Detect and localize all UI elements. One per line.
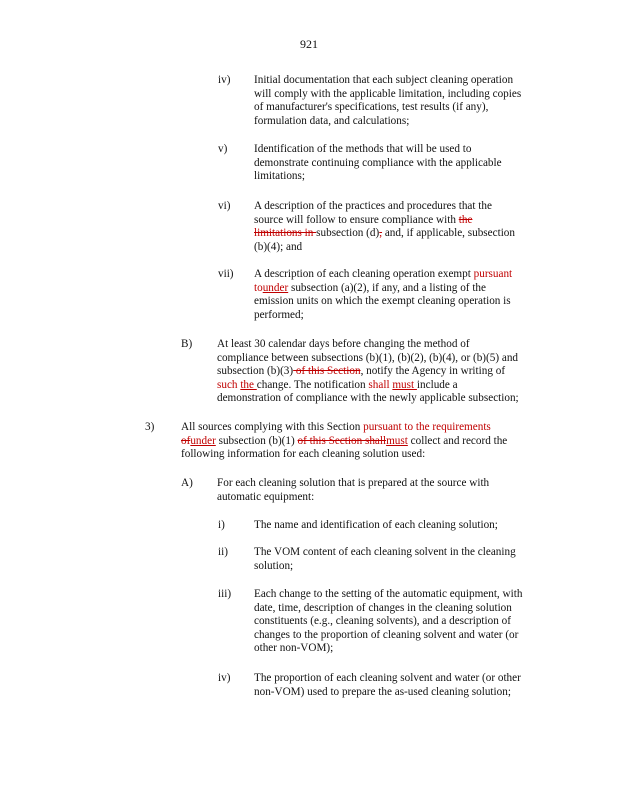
text-run: The VOM content of each cleaning solvent in the cleaning bbox=[254, 546, 516, 558]
text-run: subsection (a)(2), if any, and a listing of the bbox=[288, 281, 486, 294]
text-run: Initial documentation that each subject cleaning operation bbox=[254, 74, 514, 86]
text-run: performed; bbox=[254, 308, 304, 321]
deleted-text: of bbox=[181, 434, 191, 447]
text-line bbox=[254, 309, 512, 323]
text-line bbox=[254, 157, 502, 171]
item-text bbox=[254, 546, 516, 573]
text-line bbox=[217, 477, 489, 491]
text-line bbox=[181, 448, 507, 462]
text-line bbox=[217, 352, 519, 366]
text-run: include a bbox=[416, 378, 458, 391]
item-label: iv) bbox=[218, 74, 231, 86]
text-run: A description of each cleaning operation exempt bbox=[254, 268, 474, 280]
text-run: of manufacturer's specifications, test results (if any), bbox=[254, 101, 489, 114]
item-label: vii) bbox=[218, 268, 234, 280]
text-run: following information for each cleaning solution used: bbox=[181, 448, 426, 461]
text-run: change. The notification bbox=[256, 378, 369, 391]
text-run: subsection (b)(1) bbox=[215, 434, 298, 447]
text-line bbox=[254, 268, 512, 282]
text-line bbox=[254, 227, 515, 241]
text-line bbox=[254, 546, 516, 560]
item-text bbox=[254, 143, 502, 184]
inserted-text: such bbox=[217, 378, 241, 391]
text-line bbox=[254, 143, 502, 157]
item-text bbox=[217, 338, 519, 406]
text-line bbox=[217, 338, 519, 352]
text-run: automatic equipment: bbox=[217, 490, 315, 503]
item-text bbox=[254, 588, 522, 656]
text-run: other non-VOM); bbox=[254, 642, 334, 655]
text-run: demonstration of compliance with the newly applicable subsection; bbox=[217, 392, 519, 405]
text-run: limitations; bbox=[254, 170, 305, 183]
text-run: Identification of the methods that will be used to bbox=[254, 143, 472, 155]
text-run: , notify the Agency in writing of bbox=[360, 365, 506, 378]
text-run: formulation data, and calculations; bbox=[254, 114, 410, 127]
text-line bbox=[181, 435, 507, 449]
text-line bbox=[254, 615, 522, 629]
item-text bbox=[254, 74, 521, 128]
text-line bbox=[254, 282, 512, 296]
item-text bbox=[254, 268, 512, 322]
text-line bbox=[254, 200, 515, 214]
text-line bbox=[254, 241, 515, 255]
text-run: non-VOM) used to prepare the as-used cleaning solution; bbox=[254, 685, 511, 698]
text-run: date, time, description of changes in the cleaning solution bbox=[254, 601, 512, 614]
text-line bbox=[217, 365, 519, 379]
text-run: changes to the proportion of cleaning solvent and water (or bbox=[254, 628, 519, 641]
text-line bbox=[254, 629, 522, 643]
item-label: ii) bbox=[218, 546, 228, 558]
text-line bbox=[217, 491, 489, 505]
item-text bbox=[217, 477, 489, 504]
text-run: For each cleaning solution that is prepared at the source with bbox=[217, 477, 490, 489]
item-label: B) bbox=[181, 338, 193, 350]
item-text bbox=[254, 200, 515, 254]
item-label: i) bbox=[218, 519, 225, 531]
text-line bbox=[254, 519, 498, 533]
text-run: constituents (e.g., cleaning solvents), and a description of bbox=[254, 615, 511, 628]
item-text bbox=[254, 519, 498, 533]
item-label: A) bbox=[181, 477, 193, 489]
text-run: The proportion of each cleaning solvent and water (or other bbox=[254, 672, 521, 684]
text-line bbox=[254, 214, 515, 228]
item-text bbox=[181, 421, 507, 462]
text-line bbox=[254, 588, 522, 602]
item-label: v) bbox=[218, 143, 228, 155]
text-line bbox=[254, 74, 521, 88]
text-line bbox=[254, 642, 522, 656]
inserted-text: shall bbox=[368, 378, 393, 391]
text-run: (b)(4); and bbox=[254, 240, 303, 253]
text-run: The name and identification of each cleaning solution; bbox=[254, 519, 498, 531]
text-run: subsection (d) bbox=[316, 227, 380, 240]
inserted-text: must bbox=[392, 378, 417, 391]
text-run: At least 30 calendar days before changing the method of bbox=[217, 338, 470, 350]
page-number: 921 bbox=[300, 37, 318, 51]
deleted-text: of this Section shall bbox=[297, 434, 387, 447]
text-run: emission units on which the exempt cleaning operation is bbox=[254, 295, 511, 308]
text-line bbox=[254, 560, 516, 574]
item-text bbox=[254, 672, 521, 699]
text-line bbox=[217, 392, 519, 406]
text-run: All sources complying with this Section bbox=[181, 421, 364, 433]
inserted-text: under bbox=[190, 434, 216, 447]
text-line bbox=[254, 602, 522, 616]
text-run: solution; bbox=[254, 559, 294, 572]
text-line bbox=[254, 295, 512, 309]
text-run: compliance between subsections (b)(1), (b)(2), (b)(4), or (b)(5) and bbox=[217, 351, 519, 364]
text-run: demonstrate continuing compliance with the applicable bbox=[254, 156, 502, 169]
inserted-text: under bbox=[262, 281, 289, 294]
item-label: 3) bbox=[145, 421, 155, 433]
text-line bbox=[181, 421, 507, 435]
text-line bbox=[254, 672, 521, 686]
text-run: subsection (b)(3) bbox=[217, 365, 294, 378]
text-line bbox=[254, 170, 502, 184]
text-run: and, if applicable, subsection bbox=[382, 227, 515, 240]
inserted-text: the bbox=[240, 378, 257, 391]
text-run: A description of the practices and procedures that the bbox=[254, 200, 492, 212]
item-label: iv) bbox=[218, 672, 231, 684]
text-run: source will follow to ensure compliance with bbox=[254, 213, 459, 226]
inserted-text: to bbox=[254, 281, 263, 294]
deleted-text: , bbox=[379, 227, 383, 240]
deleted-text: limitations in bbox=[254, 227, 317, 240]
inserted-text: pursuant bbox=[473, 268, 513, 280]
text-line bbox=[254, 101, 521, 115]
text-run: will comply with the applicable limitation, including copies bbox=[254, 87, 522, 100]
inserted-text: pursuant to the requirements bbox=[363, 421, 491, 433]
inserted-text: must bbox=[386, 434, 408, 447]
text-line bbox=[254, 115, 521, 129]
item-label: iii) bbox=[218, 588, 232, 600]
deleted-text: the bbox=[458, 213, 473, 226]
deleted-text: of this Section bbox=[293, 365, 361, 378]
item-label: vi) bbox=[218, 200, 231, 212]
text-line bbox=[254, 88, 521, 102]
text-line bbox=[254, 686, 521, 700]
text-line bbox=[217, 379, 519, 393]
text-run: Each change to the setting of the automatic equipment, with bbox=[254, 588, 523, 600]
text-run: collect and record the bbox=[407, 434, 508, 447]
